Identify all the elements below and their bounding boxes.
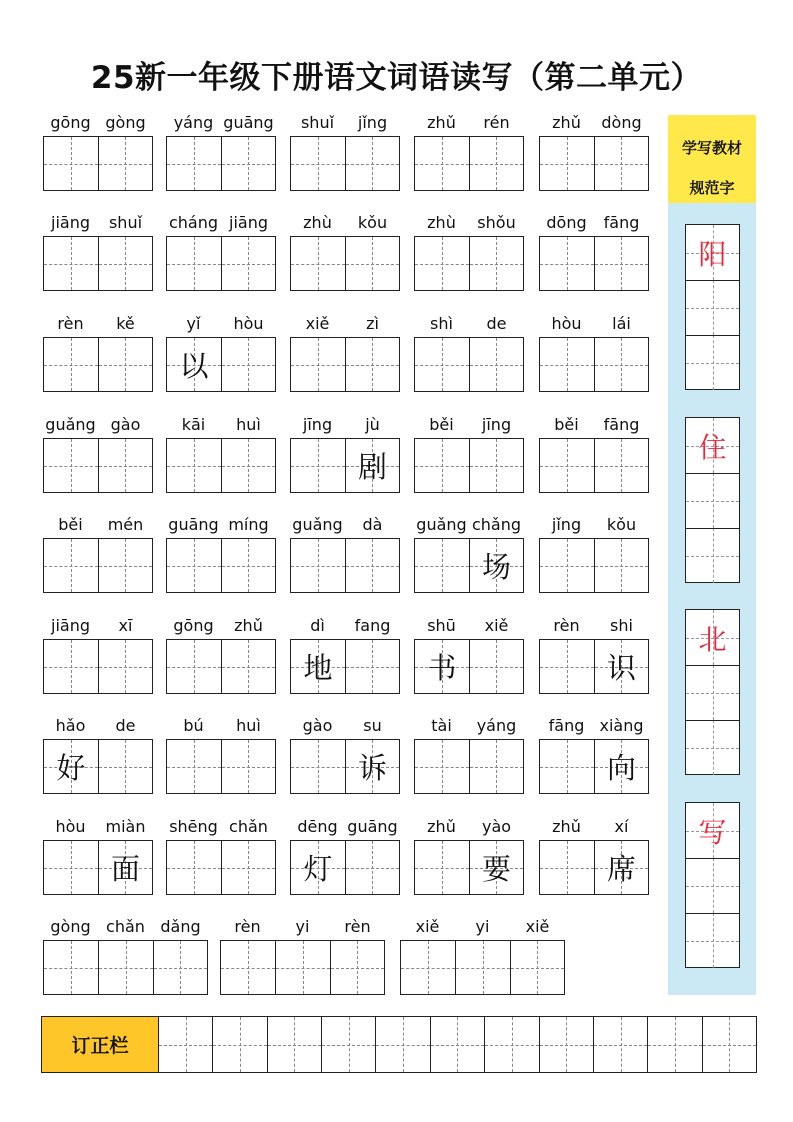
writing-boxes [414, 840, 524, 895]
writing-boxes [290, 438, 400, 493]
pinyin-label: yáng [476, 716, 517, 735]
tianzige-cell [345, 539, 399, 592]
tianzige-cell [167, 539, 221, 592]
pinyin-label: rèn [553, 616, 580, 635]
tianzige-cell [594, 338, 648, 391]
pinyin-label: yáng [173, 113, 214, 132]
writing-boxes [166, 538, 276, 593]
tianzige-cell [510, 941, 564, 994]
tianzige-cell [44, 338, 98, 391]
pinyin-label: rèn [57, 314, 84, 333]
given-character: 地 [303, 651, 333, 685]
writing-boxes [414, 538, 524, 593]
pinyin-label: kāi [181, 415, 206, 434]
tianzige-cell [44, 539, 98, 592]
pinyin-label: xiě [415, 917, 440, 936]
writing-boxes [539, 639, 649, 694]
tianzige-cell [221, 941, 275, 994]
writing-boxes [290, 639, 400, 694]
pinyin-label: lái [612, 314, 631, 333]
tianzige-cell [291, 740, 345, 793]
writing-boxes [166, 438, 276, 493]
tianzige-cell [291, 539, 345, 592]
tianzige-cell [594, 137, 648, 190]
pinyin-label: yi [295, 917, 310, 936]
pinyin-label: shì [430, 314, 453, 333]
pinyin-label: chǎng [471, 515, 522, 534]
tianzige-cell [415, 137, 469, 190]
tianzige-cell [44, 439, 98, 492]
tianzige-cell [540, 338, 594, 391]
writing-boxes [414, 136, 524, 191]
pinyin-label: guǎng [292, 515, 343, 534]
pinyin-label: rén [483, 113, 510, 132]
writing-boxes [43, 236, 153, 291]
tianzige-cell [469, 439, 523, 492]
tianzige-cell [167, 237, 221, 290]
practice-strip [685, 609, 740, 775]
pinyin-label: shēng [169, 817, 218, 836]
tianzige-cell [686, 280, 739, 335]
tianzige-cell [594, 237, 648, 290]
tianzige-cell [330, 941, 384, 994]
writing-boxes [43, 337, 153, 392]
pinyin-label: zhù [427, 213, 456, 232]
writing-boxes [539, 840, 649, 895]
pinyin-label: xí [614, 817, 629, 836]
writing-boxes [539, 438, 649, 493]
pinyin-label: jiāng [51, 616, 90, 635]
tianzige-cell [221, 137, 275, 190]
tianzige-cell [98, 841, 152, 894]
tianzige-cell [594, 640, 648, 693]
pinyin-label: jiāng [229, 213, 268, 232]
model-character: 写 [698, 815, 727, 849]
pinyin-label: de [115, 716, 136, 735]
pinyin-label: fāng [603, 213, 640, 232]
pinyin-label: běi [429, 415, 454, 434]
pinyin-label: dēng [297, 817, 338, 836]
pinyin-label: guǎng [416, 515, 467, 534]
pinyin-label: fāng [548, 716, 585, 735]
pinyin-label: shū [427, 616, 456, 635]
given-character: 要 [481, 852, 511, 886]
given-character: 剧 [357, 450, 387, 484]
tianzige-cell [469, 338, 523, 391]
tianzige-cell [44, 740, 98, 793]
correction-label: 订正栏 [42, 1017, 158, 1072]
correction-cell [375, 1017, 429, 1072]
correction-cell [702, 1017, 756, 1072]
tianzige-cell [415, 640, 469, 693]
tianzige-cell [167, 841, 221, 894]
tianzige-cell [540, 640, 594, 693]
tianzige-cell [167, 439, 221, 492]
given-character: 书 [427, 651, 457, 685]
tianzige-cell [415, 439, 469, 492]
tianzige-cell [686, 473, 739, 528]
pinyin-label: yào [481, 817, 512, 836]
tianzige-cell [221, 740, 275, 793]
tianzige-cell [291, 640, 345, 693]
writing-boxes [43, 538, 153, 593]
tianzige-cell [98, 439, 152, 492]
model-character: 阳 [698, 237, 727, 271]
practice-strip [685, 802, 740, 968]
pinyin-label: zhǔ [234, 616, 263, 635]
correction-cell [430, 1017, 484, 1072]
writing-boxes [539, 236, 649, 291]
writing-boxes [414, 236, 524, 291]
writing-boxes [414, 337, 524, 392]
tianzige-cell [167, 640, 221, 693]
tianzige-cell [594, 740, 648, 793]
tianzige-cell [415, 841, 469, 894]
tianzige-cell [98, 539, 152, 592]
tianzige-cell [415, 237, 469, 290]
writing-boxes [539, 136, 649, 191]
tianzige-cell [167, 740, 221, 793]
tianzige-cell [686, 720, 739, 775]
tianzige-cell [221, 237, 275, 290]
pinyin-label: fāng [603, 415, 640, 434]
correction-cell [321, 1017, 375, 1072]
pinyin-label: zì [366, 314, 379, 333]
pinyin-label: chǎn [106, 917, 145, 936]
pinyin-label: yi [475, 917, 490, 936]
writing-boxes [539, 739, 649, 794]
writing-boxes [166, 136, 276, 191]
pinyin-label: kǒu [357, 213, 388, 232]
pinyin-label: huì [236, 716, 261, 735]
tianzige-cell [540, 841, 594, 894]
writing-boxes [290, 337, 400, 392]
model-character: 北 [698, 622, 727, 656]
pinyin-label: shi [610, 616, 633, 635]
pinyin-label: jīng [302, 415, 333, 434]
given-character: 诉 [357, 751, 387, 785]
pinyin-label: xiě [525, 917, 550, 936]
pinyin-label: guāng [168, 515, 219, 534]
tianzige-cell [291, 338, 345, 391]
pinyin-label: běi [554, 415, 579, 434]
tianzige-cell [44, 841, 98, 894]
tianzige-cell [415, 338, 469, 391]
pinyin-label: kǒu [606, 515, 637, 534]
pinyin-label: shuǐ [108, 213, 143, 232]
pinyin-label: zhǔ [427, 817, 456, 836]
writing-boxes [166, 639, 276, 694]
tianzige-cell [686, 858, 739, 913]
tianzige-cell [221, 640, 275, 693]
correction-cell [593, 1017, 647, 1072]
writing-boxes [414, 739, 524, 794]
tianzige-cell [44, 137, 98, 190]
tianzige-cell [540, 137, 594, 190]
tianzige-cell [594, 539, 648, 592]
pinyin-label: jiāng [51, 213, 90, 232]
tianzige-cell [594, 439, 648, 492]
given-character: 识 [606, 651, 636, 685]
pinyin-label: shǒu [477, 213, 516, 232]
pinyin-label: dōng [546, 213, 587, 232]
tianzige-cell [469, 640, 523, 693]
pinyin-label: su [363, 716, 382, 735]
pinyin-label: zhǔ [552, 817, 581, 836]
correction-cell [212, 1017, 266, 1072]
tianzige-cell [469, 137, 523, 190]
tianzige-cell [415, 539, 469, 592]
writing-boxes [43, 940, 208, 995]
tianzige-cell [686, 913, 739, 968]
pinyin-label: hòu [55, 817, 86, 836]
given-character: 以 [179, 349, 209, 383]
given-character: 灯 [303, 852, 333, 886]
tianzige-cell [686, 335, 739, 390]
pinyin-label: hǎo [55, 716, 86, 735]
pinyin-label: fang [354, 616, 391, 635]
pinyin-label: zhǔ [552, 113, 581, 132]
pinyin-label: de [486, 314, 507, 333]
tianzige-cell [469, 237, 523, 290]
tianzige-cell [469, 539, 523, 592]
tianzige-cell [345, 439, 399, 492]
tianzige-cell [540, 237, 594, 290]
tianzige-cell [98, 640, 152, 693]
tianzige-cell [291, 237, 345, 290]
correction-cells [158, 1017, 756, 1072]
tianzige-cell [291, 137, 345, 190]
tianzige-cell [98, 941, 152, 994]
pinyin-label: gào [302, 716, 333, 735]
tianzige-cell [415, 740, 469, 793]
tianzige-cell [44, 941, 98, 994]
writing-boxes [539, 337, 649, 392]
writing-boxes [43, 840, 153, 895]
tianzige-cell [345, 338, 399, 391]
writing-boxes [400, 940, 565, 995]
tianzige-cell [291, 841, 345, 894]
writing-boxes [43, 438, 153, 493]
tianzige-cell [221, 539, 275, 592]
pinyin-label: jīng [481, 415, 512, 434]
pinyin-label: zhù [303, 213, 332, 232]
given-character: 向 [606, 751, 636, 785]
panel-header-line2: 规范字 [689, 179, 735, 197]
writing-boxes [539, 538, 649, 593]
writing-boxes [290, 538, 400, 593]
tianzige-cell [345, 137, 399, 190]
pinyin-label: běi [58, 515, 83, 534]
writing-boxes [290, 136, 400, 191]
pinyin-label: guāng [223, 113, 274, 132]
tianzige-cell [98, 740, 152, 793]
practice-strip [685, 417, 740, 583]
correction-cell [484, 1017, 538, 1072]
writing-boxes [43, 639, 153, 694]
correction-cell [158, 1017, 212, 1072]
pinyin-label: xiě [484, 616, 509, 635]
pinyin-label: gōng [173, 616, 214, 635]
pinyin-label: hòu [551, 314, 582, 333]
practice-strip [685, 224, 740, 390]
tianzige-cell [291, 439, 345, 492]
tianzige-cell [540, 439, 594, 492]
tianzige-cell [345, 841, 399, 894]
pinyin-label: chǎn [229, 817, 268, 836]
correction-cell [539, 1017, 593, 1072]
tianzige-cell [153, 941, 207, 994]
pinyin-label: miàn [105, 817, 146, 836]
pinyin-label: cháng [168, 213, 219, 232]
pinyin-label: xiě [305, 314, 330, 333]
pinyin-label: huì [236, 415, 261, 434]
standard-characters-panel [668, 115, 756, 995]
model-character: 住 [698, 430, 727, 464]
correction-cell [647, 1017, 701, 1072]
pinyin-label: gòng [105, 113, 146, 132]
tianzige-cell [345, 237, 399, 290]
panel-header [668, 115, 756, 203]
pinyin-label: yǐ [186, 314, 201, 333]
writing-boxes [166, 236, 276, 291]
pinyin-label: guāng [347, 817, 398, 836]
writing-boxes [290, 840, 400, 895]
writing-boxes [166, 739, 276, 794]
pinyin-label: gòng [50, 917, 91, 936]
pinyin-label: dì [310, 616, 325, 635]
correction-bar [41, 1016, 757, 1073]
writing-boxes [290, 236, 400, 291]
pinyin-label: rèn [344, 917, 371, 936]
tianzige-cell [98, 137, 152, 190]
tianzige-cell [98, 338, 152, 391]
pinyin-label: dà [362, 515, 383, 534]
pinyin-label: mén [107, 515, 144, 534]
pinyin-label: bú [183, 716, 204, 735]
tianzige-cell [401, 941, 455, 994]
writing-boxes [43, 136, 153, 191]
pinyin-label: zhǔ [427, 113, 456, 132]
tianzige-cell [345, 640, 399, 693]
pinyin-label: kě [116, 314, 135, 333]
tianzige-cell [594, 841, 648, 894]
tianzige-cell [686, 665, 739, 720]
tianzige-cell [221, 338, 275, 391]
pinyin-label: dòng [601, 113, 642, 132]
writing-boxes [166, 840, 276, 895]
panel-header-line1: 学写教材 [681, 139, 742, 157]
tianzige-cell [469, 740, 523, 793]
tianzige-cell [98, 237, 152, 290]
tianzige-cell [540, 740, 594, 793]
tianzige-cell [221, 841, 275, 894]
tianzige-cell [469, 841, 523, 894]
tianzige-cell [345, 740, 399, 793]
pinyin-label: gào [110, 415, 141, 434]
pinyin-label: shuǐ [300, 113, 335, 132]
page-title: 25新一年级下册语文词语读写（第二单元） [90, 60, 703, 96]
writing-boxes [290, 739, 400, 794]
tianzige-cell [44, 640, 98, 693]
pinyin-label: hòu [233, 314, 264, 333]
writing-boxes [414, 438, 524, 493]
tianzige-cell [44, 237, 98, 290]
given-character: 席 [606, 852, 636, 886]
pinyin-label: gōng [50, 113, 91, 132]
pinyin-label: jǐng [551, 515, 582, 534]
pinyin-label: xiàng [599, 716, 644, 735]
pinyin-label: tài [431, 716, 452, 735]
pinyin-label: dǎng [160, 917, 201, 936]
writing-boxes [43, 739, 153, 794]
pinyin-label: xī [118, 616, 133, 635]
tianzige-cell [221, 439, 275, 492]
pinyin-label: jǐng [357, 113, 388, 132]
writing-boxes [220, 940, 385, 995]
writing-boxes [166, 337, 276, 392]
tianzige-cell [167, 338, 221, 391]
given-character: 场 [481, 550, 511, 584]
given-character: 好 [56, 751, 86, 785]
tianzige-cell [455, 941, 509, 994]
tianzige-cell [275, 941, 329, 994]
writing-boxes [414, 639, 524, 694]
pinyin-label: guǎng [45, 415, 96, 434]
tianzige-cell [167, 137, 221, 190]
pinyin-label: rèn [234, 917, 261, 936]
tianzige-cell [540, 539, 594, 592]
correction-cell [267, 1017, 321, 1072]
pinyin-label: jù [365, 415, 380, 434]
tianzige-cell [686, 528, 739, 583]
given-character: 面 [110, 852, 140, 886]
pinyin-label: míng [228, 515, 269, 534]
